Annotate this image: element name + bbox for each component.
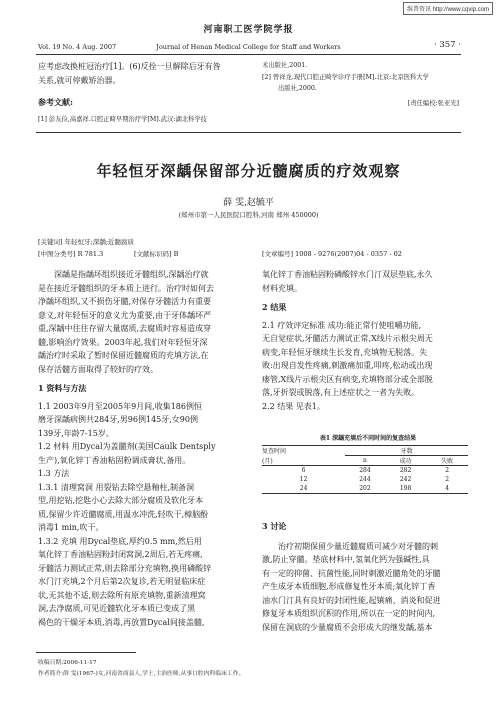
watermark-stamp: 维普资讯 http://www.cqvip.com xyxy=(403,2,493,15)
text-line: 落,牙折裂或脱落,有上述症状之一者为失败。 xyxy=(262,388,420,397)
section-rule xyxy=(36,132,461,133)
text-line: 水门汀充填,2个月后第2次复诊,若无明显临床症 xyxy=(38,577,206,586)
right-column xyxy=(262,268,474,413)
text-line: 败:出现自发性疼痛,刺激痛加重,叩疼,松动或出现 xyxy=(262,361,433,370)
text-line: 生产),氧化锌丁香油粘固粉调成膏状,备用。 xyxy=(38,455,191,465)
classification-number: [中图分类号] R 781.3 xyxy=(38,250,104,258)
table-cell: 12 xyxy=(299,476,308,483)
text-line: 修复牙本质组织沉积的作用,所以在一定的时间内, xyxy=(262,609,436,618)
text-line: 意义,对年轻恒牙的意义尤为重要,由于牙体龋坏严 xyxy=(38,310,212,320)
editor-credit: [责任编校:张亚光] xyxy=(407,100,459,107)
table-header-n: n xyxy=(363,457,367,464)
table-cell: 24 xyxy=(299,485,308,492)
text-line: 磨牙深龋病例共284牙,男96例145牙,女90例 xyxy=(38,415,198,424)
section-heading-results: 2 结果 xyxy=(262,302,287,312)
table-row xyxy=(262,484,468,494)
authors: 薛 雯,赵毓平 xyxy=(223,198,274,208)
text-line: 洞,去净腐质,可见近髓软化牙本质已变成了黑 xyxy=(38,604,196,613)
text-line: 型,用挖钻,挖匙小心去除大部分腐质及软化牙本 xyxy=(38,496,204,505)
table-cell: 2 xyxy=(445,467,450,474)
discussion-block xyxy=(262,520,474,634)
text-line: 1.3.1 清理窝洞 用裂钻去除空悬釉柱,制备洞 xyxy=(38,482,194,492)
text-line: 净龋坏组织,又不损伤牙髓,对保存牙髓活力有重要 xyxy=(38,297,212,306)
text-line: 2.2 结果 见表1。 xyxy=(262,401,325,411)
volume-info: Vol. 19 No. 4 Aug. 2007 xyxy=(38,43,117,51)
text-line: 深龋是指龋坏组织接近牙髓组织,深龋治疗就 xyxy=(54,270,209,279)
table-row xyxy=(262,466,468,476)
text-line: 2.1 疗效评定标准 成功:能正常行使咀嚼功能, xyxy=(262,320,422,330)
text-line: 重,深龋中往往存留大量腐质,去腐质时容易造成穿 xyxy=(38,324,212,333)
text-line: 氧化锌丁香油粘固粉磷酸锌水门汀双层垫底,永久 xyxy=(262,270,433,279)
text-line: 关系,就可停戴矫治器。 xyxy=(38,75,121,85)
text-line: 是在接近牙髓组织的牙本质上进行。治疗时如何去 xyxy=(38,283,214,293)
journal-title-en: Journal of Henan Medical College for Staff and Workers xyxy=(156,43,341,51)
page-number: · 357 · xyxy=(433,40,461,50)
reference-2 xyxy=(262,72,472,94)
section-heading-discussion: 3 讨论 xyxy=(262,521,287,531)
left-column xyxy=(38,268,250,629)
text-line: 材料充填。 xyxy=(262,283,302,293)
text-line: 褐色的干燥牙本质,消毒,再放置Dycal间接盖髓, xyxy=(38,617,205,627)
text-line: 1.3.2 充填 用Dycal垫底,厚约0.5 mm,然后用 xyxy=(38,536,202,546)
author-bio: 作者简介:薛 雯(1967-)女,河南省商县人,学士,主治医师,从事口腔内科临床工作。 xyxy=(38,671,245,677)
keywords: [关键词] 年轻恒牙;深龋;近髓腐质 xyxy=(38,238,135,246)
text-line: 出版社,2000. xyxy=(278,85,317,92)
text-line: 油水门汀具有良好的封闭性能,起镇痛、消炎和促进 xyxy=(262,595,441,605)
table-cell: 198 xyxy=(399,485,412,492)
reference-1-continued: 术出版社,2001. xyxy=(262,62,308,69)
document-code: [文献标识码] B xyxy=(134,250,179,258)
table-caption: 表1 深龋充填后不同时间的复查结果 xyxy=(319,435,417,442)
text-line: 牙髓活力测试正常,则去除部分充填物,换用磷酸锌 xyxy=(38,563,212,573)
table-header-fail: 失败 xyxy=(441,458,454,465)
footnote-rule xyxy=(36,652,136,653)
reference-1: [1] 彭友俭,高嘉祥.口腔正畸早期治疗学[M].武汉:湖北科学技 xyxy=(38,116,207,123)
results-table xyxy=(262,445,468,494)
text-line: 消毒1 min,吹干。 xyxy=(38,523,104,532)
journal-title-cn: 河南职工医学院学报 xyxy=(203,25,294,35)
references-heading: 参考文献: xyxy=(38,97,73,107)
text-line: 1.1 2003年9月至2005年9月间,收集186例恒 xyxy=(38,401,202,411)
table-cell: 2 xyxy=(445,476,450,483)
article-title: 年轻恒牙深龋保留部分近髓腐质的疗效观察 xyxy=(96,162,401,180)
text-line: 139牙,年龄7-15岁。 xyxy=(38,428,114,438)
text-line: 有一定的抑菌、抗菌性能,同时刺激近髓角处的牙髓 xyxy=(262,568,441,578)
text-line: 治疗初期保留少量近髓腐质可减少对牙髓的刺 xyxy=(278,541,438,551)
table-cell: 284 xyxy=(359,467,371,474)
results-table-block xyxy=(262,433,474,494)
section-heading-methods: 1 资料与方法 xyxy=(38,383,87,393)
subsection-heading: 1.3 方法 xyxy=(38,469,70,478)
text-line: 病变,年轻恒牙继续生长发育,充填物无脱落。失 xyxy=(262,347,428,357)
text-line: 应考虑改换桩冠治疗[1]。(6)反拴一旦解除后牙有咎 xyxy=(38,62,221,71)
table-cell: 244 xyxy=(359,476,371,483)
previous-article-text xyxy=(38,60,248,87)
text-line: 状,无其他不适,则去除所有原充填物,重新清理窝 xyxy=(38,590,206,600)
text-line: 龋治疗时采取了暂时保留近髓腐质的充填方法,在 xyxy=(38,351,209,360)
table-header-month: (月) xyxy=(262,457,273,465)
text-line: 氧化锌丁香油粘固粉封闭窝洞,2周后,若无疼痛, xyxy=(38,550,203,559)
affiliation: (郑州市第一人民医院口腔科,河南 郑州 450000) xyxy=(178,211,319,219)
table-row xyxy=(262,475,468,484)
text-line: 保留在洞底的少量腐质不会形成大的继发龋,基本 xyxy=(262,622,433,632)
table-cell: 202 xyxy=(359,485,371,492)
table-header-teeth: 牙数 xyxy=(345,446,468,456)
received-date: 收稿日期:2006-11-17 xyxy=(38,660,97,666)
table-cell: 282 xyxy=(399,467,412,474)
text-line: [2] 曾祥龙.现代口腔正畸学诊疗手册[M].北京:北京医科大学 xyxy=(262,74,429,81)
table-cell: 4 xyxy=(445,485,450,492)
text-line: 无自觉症状,牙髓活力测试正常,X线片示根尖周无 xyxy=(262,334,433,343)
text-line: 质,保留少许近髓腐质,用温水冲洗,轻吹干,樟脑酚 xyxy=(38,509,209,519)
text-line: 瘘管,X线片示根尖区有病变,充填物部分或全部脱 xyxy=(262,374,433,384)
text-line: 产生成牙本质细胞,形成修复性牙本质;氧化锌丁香 xyxy=(262,582,436,591)
article-number: [文章编号] 1008 - 9276(2007)04 - 0357 - 02 xyxy=(262,250,402,258)
text-line: 保存活髓方面取得了较好的疗效。 xyxy=(38,364,158,374)
table-cell: 6 xyxy=(301,467,306,474)
table-cell: 242 xyxy=(399,476,412,483)
text-line: 髓,影响治疗效果。2003年起,我们对年轻恒牙深 xyxy=(38,337,208,347)
text-line: 激,防止穿髓。垫底材料中,氢氧化钙为强碱性,具 xyxy=(262,555,430,564)
text-line: 1.2 材料 用Dycal为盖髓剂(美国Caulk Dentsply xyxy=(38,442,216,451)
header-rule xyxy=(36,54,461,55)
table-header-success: 成功 xyxy=(399,458,412,465)
table-header-time: 复查时间 xyxy=(262,448,287,456)
